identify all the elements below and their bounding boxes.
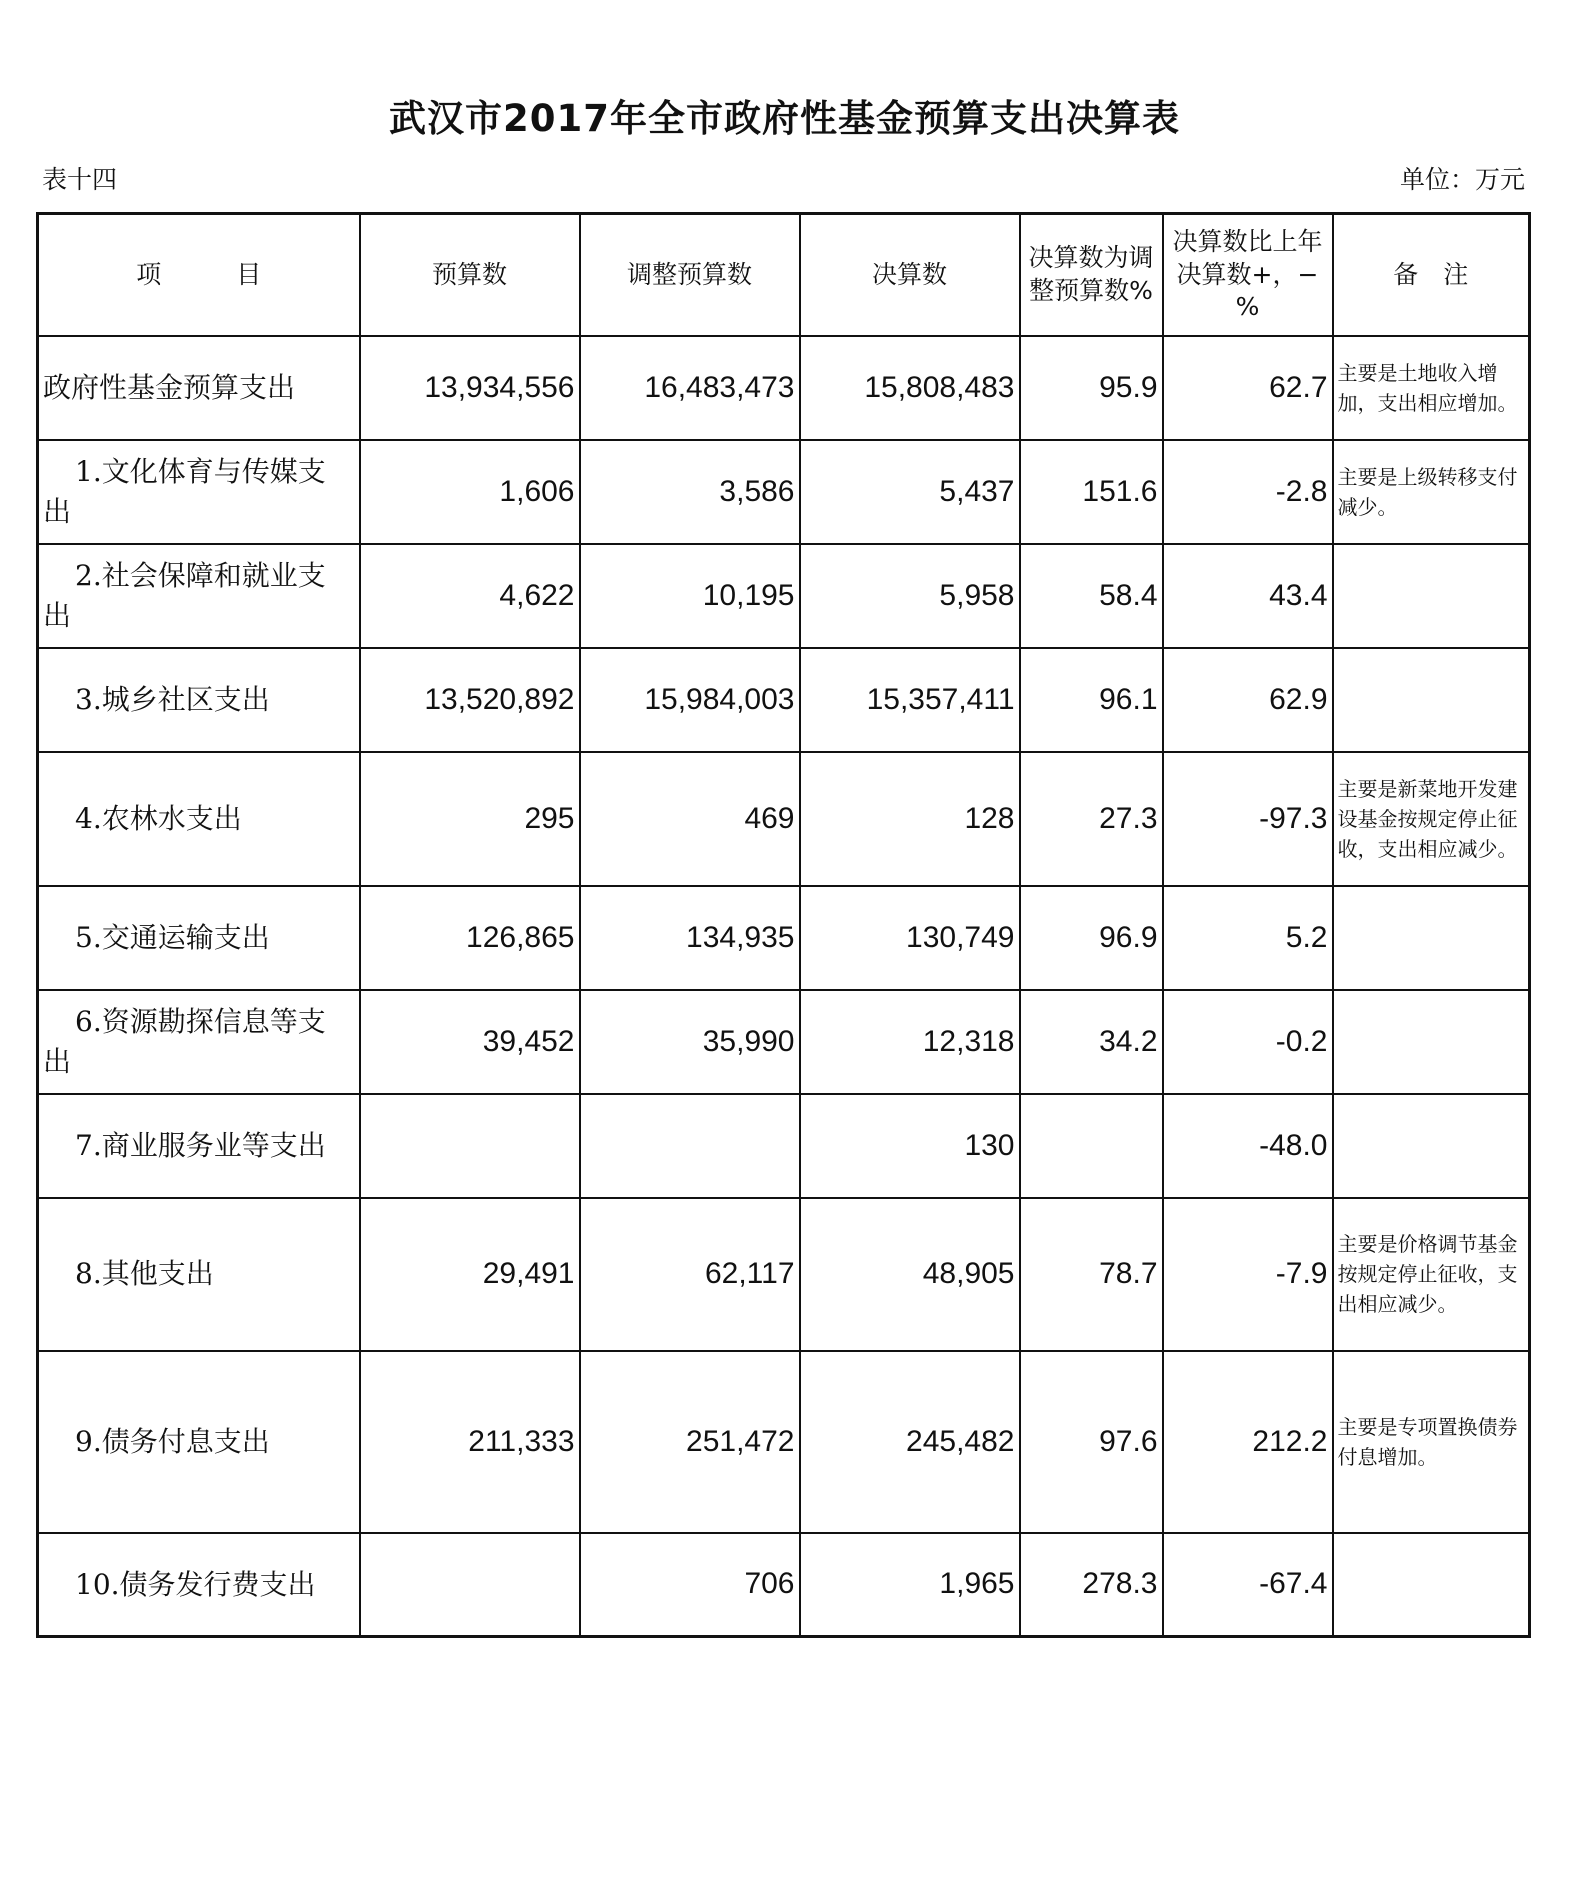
row-name <box>38 886 360 990</box>
row-adjusted: 134,935 <box>580 886 800 990</box>
header-budget: 预算数 <box>360 214 580 336</box>
row-note: 主要是土地收入增加，支出相应增加。 <box>1333 336 1530 440</box>
row-note <box>1333 886 1530 990</box>
row-pct-adjusted: 96.9 <box>1020 886 1163 990</box>
row-pct-adjusted: 97.6 <box>1020 1351 1163 1533</box>
table-row <box>38 990 1530 1094</box>
row-budget <box>360 1533 580 1637</box>
row-name-text: 9.债务付息支出 <box>75 1424 270 1458</box>
row-budget: 1,606 <box>360 440 580 544</box>
table-row <box>38 544 1530 648</box>
row-adjusted: 15,984,003 <box>580 648 800 752</box>
row-final: 130 <box>800 1094 1020 1198</box>
row-final: 48,905 <box>800 1198 1020 1351</box>
row-pct-change: 43.4 <box>1163 544 1333 648</box>
row-note <box>1333 544 1530 648</box>
row-pct-adjusted: 27.3 <box>1020 752 1163 886</box>
page-title: 武汉市2017年全市政府性基金预算支出决算表 <box>389 97 1180 140</box>
row-budget: 4,622 <box>360 544 580 648</box>
row-adjusted: 469 <box>580 752 800 886</box>
row-pct-adjusted: 151.6 <box>1020 440 1163 544</box>
row-final: 15,357,411 <box>800 648 1020 752</box>
row-name-text: 7.商业服务业等支出 <box>75 1128 326 1162</box>
row-budget: 295 <box>360 752 580 886</box>
row-budget: 126,865 <box>360 886 580 990</box>
header-item: 项 目 <box>38 214 360 336</box>
row-budget: 13,934,556 <box>360 336 580 440</box>
row-adjusted: 62,117 <box>580 1198 800 1351</box>
header-note: 备 注 <box>1333 214 1530 336</box>
row-adjusted: 706 <box>580 1533 800 1637</box>
row-adjusted: 16,483,473 <box>580 336 800 440</box>
row-pct-adjusted: 78.7 <box>1020 1198 1163 1351</box>
header-final: 决算数 <box>800 214 1020 336</box>
row-pct-change: -48.0 <box>1163 1094 1333 1198</box>
row-final: 1,965 <box>800 1533 1020 1637</box>
header-adjusted: 调整预算数 <box>580 214 800 336</box>
row-note: 主要是价格调节基金按规定停止征收，支出相应减少。 <box>1333 1198 1530 1351</box>
row-name <box>38 752 360 886</box>
header-pct-adjusted: 决算数为调整预算数% <box>1020 214 1163 336</box>
row-note <box>1333 1094 1530 1198</box>
row-note: 主要是上级转移支付减少。 <box>1333 440 1530 544</box>
table-row <box>38 336 1530 440</box>
row-name <box>38 1198 360 1351</box>
table-row <box>38 1094 1530 1198</box>
unit-label: 单位：万元 <box>1399 165 1525 194</box>
row-final: 15,808,483 <box>800 336 1020 440</box>
row-pct-adjusted: 96.1 <box>1020 648 1163 752</box>
table-row <box>38 1351 1530 1533</box>
row-pct-change: -67.4 <box>1163 1533 1333 1637</box>
row-note: 主要是专项置换债券付息增加。 <box>1333 1351 1530 1533</box>
table-row <box>38 886 1530 990</box>
row-adjusted: 35,990 <box>580 990 800 1094</box>
row-pct-change: 62.7 <box>1163 336 1333 440</box>
row-name <box>38 1094 360 1198</box>
row-name-text: 1.文化体育与传媒支出 <box>43 455 326 528</box>
row-pct-adjusted: 95.9 <box>1020 336 1163 440</box>
row-final: 128 <box>800 752 1020 886</box>
row-pct-change: -2.8 <box>1163 440 1333 544</box>
row-pct-change: -97.3 <box>1163 752 1333 886</box>
row-adjusted <box>580 1094 800 1198</box>
row-budget: 39,452 <box>360 990 580 1094</box>
row-note <box>1333 648 1530 752</box>
row-final: 5,958 <box>800 544 1020 648</box>
row-pct-change: 212.2 <box>1163 1351 1333 1533</box>
row-final: 12,318 <box>800 990 1020 1094</box>
row-pct-adjusted: 58.4 <box>1020 544 1163 648</box>
row-name <box>38 440 360 544</box>
row-final: 5,437 <box>800 440 1020 544</box>
row-pct-adjusted <box>1020 1094 1163 1198</box>
table-row <box>38 440 1530 544</box>
table-row <box>38 648 1530 752</box>
table-row <box>38 1533 1530 1637</box>
row-budget: 13,520,892 <box>360 648 580 752</box>
row-adjusted: 251,472 <box>580 1351 800 1533</box>
row-pct-change: 62.9 <box>1163 648 1333 752</box>
row-name-text: 2.社会保障和就业支出 <box>43 559 326 632</box>
row-name <box>38 990 360 1094</box>
row-note <box>1333 1533 1530 1637</box>
table-row <box>38 1198 1530 1351</box>
row-name <box>38 1351 360 1533</box>
header-pct-change: 决算数比上年决算数+，−% <box>1163 214 1333 336</box>
row-budget: 211,333 <box>360 1351 580 1533</box>
row-name: 政府性基金预算支出 <box>38 336 360 440</box>
row-name-text: 10.债务发行费支出 <box>75 1567 316 1601</box>
row-budget: 29,491 <box>360 1198 580 1351</box>
row-budget <box>360 1094 580 1198</box>
row-pct-adjusted: 278.3 <box>1020 1533 1163 1637</box>
row-name <box>38 1533 360 1637</box>
row-pct-adjusted: 34.2 <box>1020 990 1163 1094</box>
row-pct-change: -7.9 <box>1163 1198 1333 1351</box>
row-adjusted: 10,195 <box>580 544 800 648</box>
row-pct-change: -0.2 <box>1163 990 1333 1094</box>
row-note <box>1333 990 1530 1094</box>
header-row <box>38 214 1530 336</box>
row-name-text: 6.资源勘探信息等支出 <box>43 1005 326 1078</box>
table-row <box>38 752 1530 886</box>
expenditure-table <box>36 212 1531 1638</box>
row-final: 130,749 <box>800 886 1020 990</box>
row-pct-change: 5.2 <box>1163 886 1333 990</box>
row-name-text: 5.交通运输支出 <box>75 920 270 954</box>
sheet-number: 表十四 <box>42 165 118 194</box>
row-name <box>38 648 360 752</box>
row-note: 主要是新菜地开发建设基金按规定停止征收，支出相应减少。 <box>1333 752 1530 886</box>
row-adjusted: 3,586 <box>580 440 800 544</box>
row-name-text: 8.其他支出 <box>75 1257 214 1291</box>
row-name <box>38 544 360 648</box>
row-final: 245,482 <box>800 1351 1020 1533</box>
row-name-text: 4.农林水支出 <box>75 801 242 835</box>
row-name-text: 3.城乡社区支出 <box>75 682 270 716</box>
